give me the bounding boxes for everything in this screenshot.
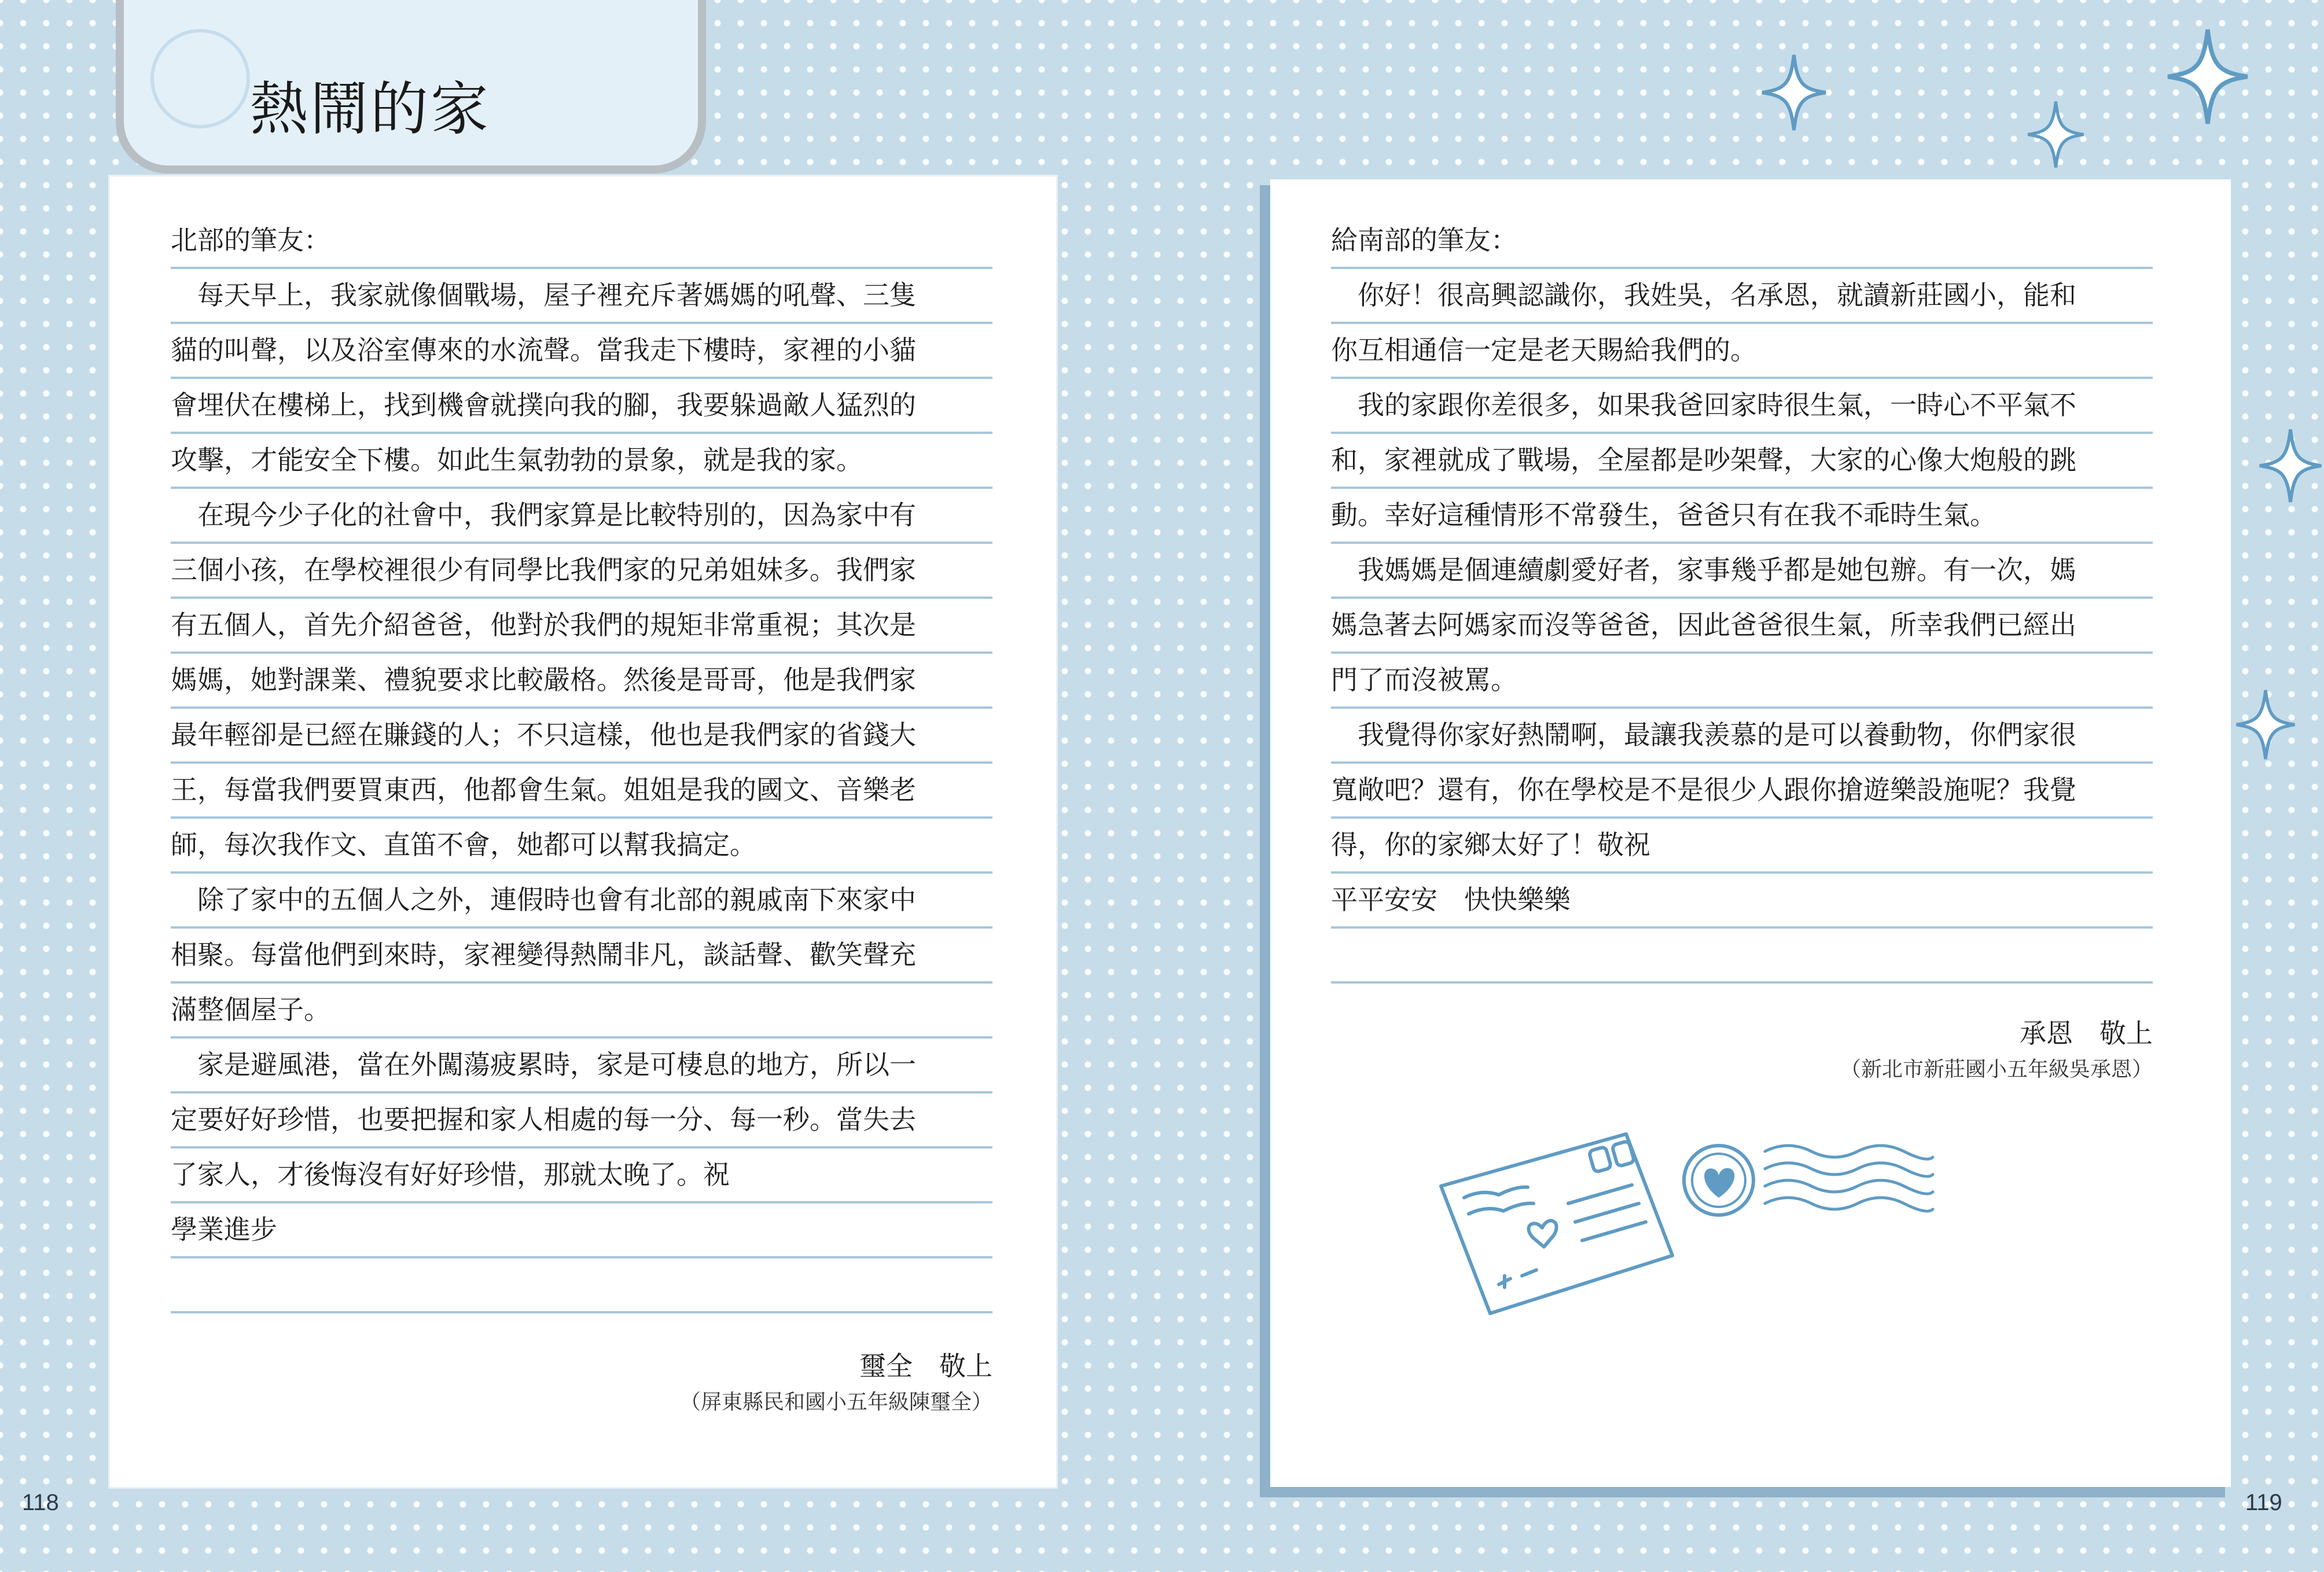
postmark-lines-icon [1765,1146,1933,1211]
letter-line: 寬敞吧？還有，你在學校是不是很少人跟你搶遊樂設施呢？我覺 [1331,764,2153,819]
letter-line: 媽媽，她對課業、禮貌要求比較嚴格。然後是哥哥，他是我們家 [171,654,992,709]
letter-line: 師，每次我作文、直笛不會，她都可以幫我搞定。 [171,819,992,874]
letter-line: 三個小孩，在學校裡很少有同學比我們家的兄弟姐妹多。我們家 [171,544,992,599]
right-author-source: （新北市新莊國小五年級吳承恩） [1840,1058,2153,1081]
letter-line [171,1258,992,1313]
page-number-right: 119 [2245,1490,2282,1515]
sparkle-icon [2025,98,2086,171]
letter-line: 王，每當我們要買東西，他都會生氣。姐姐是我的國文、音樂老 [171,764,992,819]
letter-line: 會埋伏在樓梯上，找到機會就撲向我的腳，我要躲過敵人猛烈的 [171,379,992,434]
title-stamp-decoration [150,29,250,128]
sparkle-icon [2257,417,2324,515]
letter-line: 平平安安 快快樂樂 [1331,874,2153,929]
letter-line: 得，你的家鄉太好了！敬祝 [1331,819,2153,874]
letter-line [1331,929,2153,984]
sparkle-icon [2234,683,2297,767]
sparkle-icon [2164,23,2251,130]
letter-line: 貓的叫聲，以及浴室傳來的水流聲。當我走下樓時，家裡的小貓 [171,324,992,379]
right-signature: 承恩 敬上 [2020,1018,2153,1049]
letter-line: 了家人，才後悔沒有好好珍惜，那就太晚了。祝 [171,1148,992,1203]
letter-line: 和，家裡就成了戰場，全屋都是吵架聲，大家的心像大炮般的跳 [1331,434,2153,489]
letter-line: 我的家跟你差很多，如果我爸回家時很生氣，一時心不平氣不 [1331,379,2153,434]
postcard-illustration [1435,1122,1944,1319]
letter-line: 攻擊，才能安全下樓。如此生氣勃勃的景象，就是我的家。 [171,434,992,489]
letter-line: 滿整個屋子。 [171,984,992,1039]
letter-line: 相聚。每當他們到來時，家裡變得熱鬧非凡，談話聲、歡笑聲充 [171,929,992,984]
sparkle-icon [1759,52,1829,133]
left-letter-body [171,214,992,1313]
letter-line: 定要好好珍惜，也要把握和家人相處的每一分、每一秒。當失去 [171,1094,992,1148]
left-author-source: （屏東縣民和國小五年級陳璽全） [679,1390,992,1414]
letter-line: 北部的筆友： [171,214,992,269]
speech-notch [359,168,446,203]
letter-line: 你互相通信一定是老天賜給我們的。 [1331,324,2153,379]
letter-line: 最年輕卻是已經在賺錢的人；不只這樣，他也是我們家的省錢大 [171,709,992,764]
letter-line: 門了而沒被罵。 [1331,654,2153,709]
letter-line: 你好！很高興認識你，我姓吳，名承恩，就讀新莊國小，能和 [1331,269,2153,324]
postcard-icon [1441,1134,1672,1313]
right-letter-body [1331,214,2153,984]
letter-line: 媽急著去阿媽家而沒等爸爸，因此爸爸很生氣，所幸我們已經出 [1331,599,2153,654]
letter-line: 學業進步 [171,1203,992,1258]
letter-line: 我覺得你家好熱鬧啊，最讓我羨慕的是可以養動物，你們家很 [1331,709,2153,764]
left-signature: 璽全 敬上 [859,1350,992,1382]
letter-line: 每天早上，我家就像個戰場，屋子裡充斥著媽媽的吼聲、三隻 [171,269,992,324]
letter-line: 給南部的筆友： [1331,214,2153,269]
letter-line: 動。幸好這種情形不常發生，爸爸只有在我不乖時生氣。 [1331,489,2153,544]
page-title: 熱鬧的家 [250,75,491,143]
letter-line: 我媽媽是個連續劇愛好者，家事幾乎都是她包辦。有一次，媽 [1331,544,2153,599]
page-number-left: 118 [22,1490,59,1515]
letter-line: 有五個人，首先介紹爸爸，他對於我們的規矩非常重視；其次是 [171,599,992,654]
letter-line: 除了家中的五個人之外，連假時也會有北部的親戚南下來家中 [171,874,992,929]
letter-line: 家是避風港，當在外闖蕩疲累時，家是可棲息的地方，所以一 [171,1039,992,1094]
letter-line: 在現今少子化的社會中，我們家算是比較特別的，因為家中有 [171,489,992,544]
heart-stamp-icon [1684,1146,1753,1215]
